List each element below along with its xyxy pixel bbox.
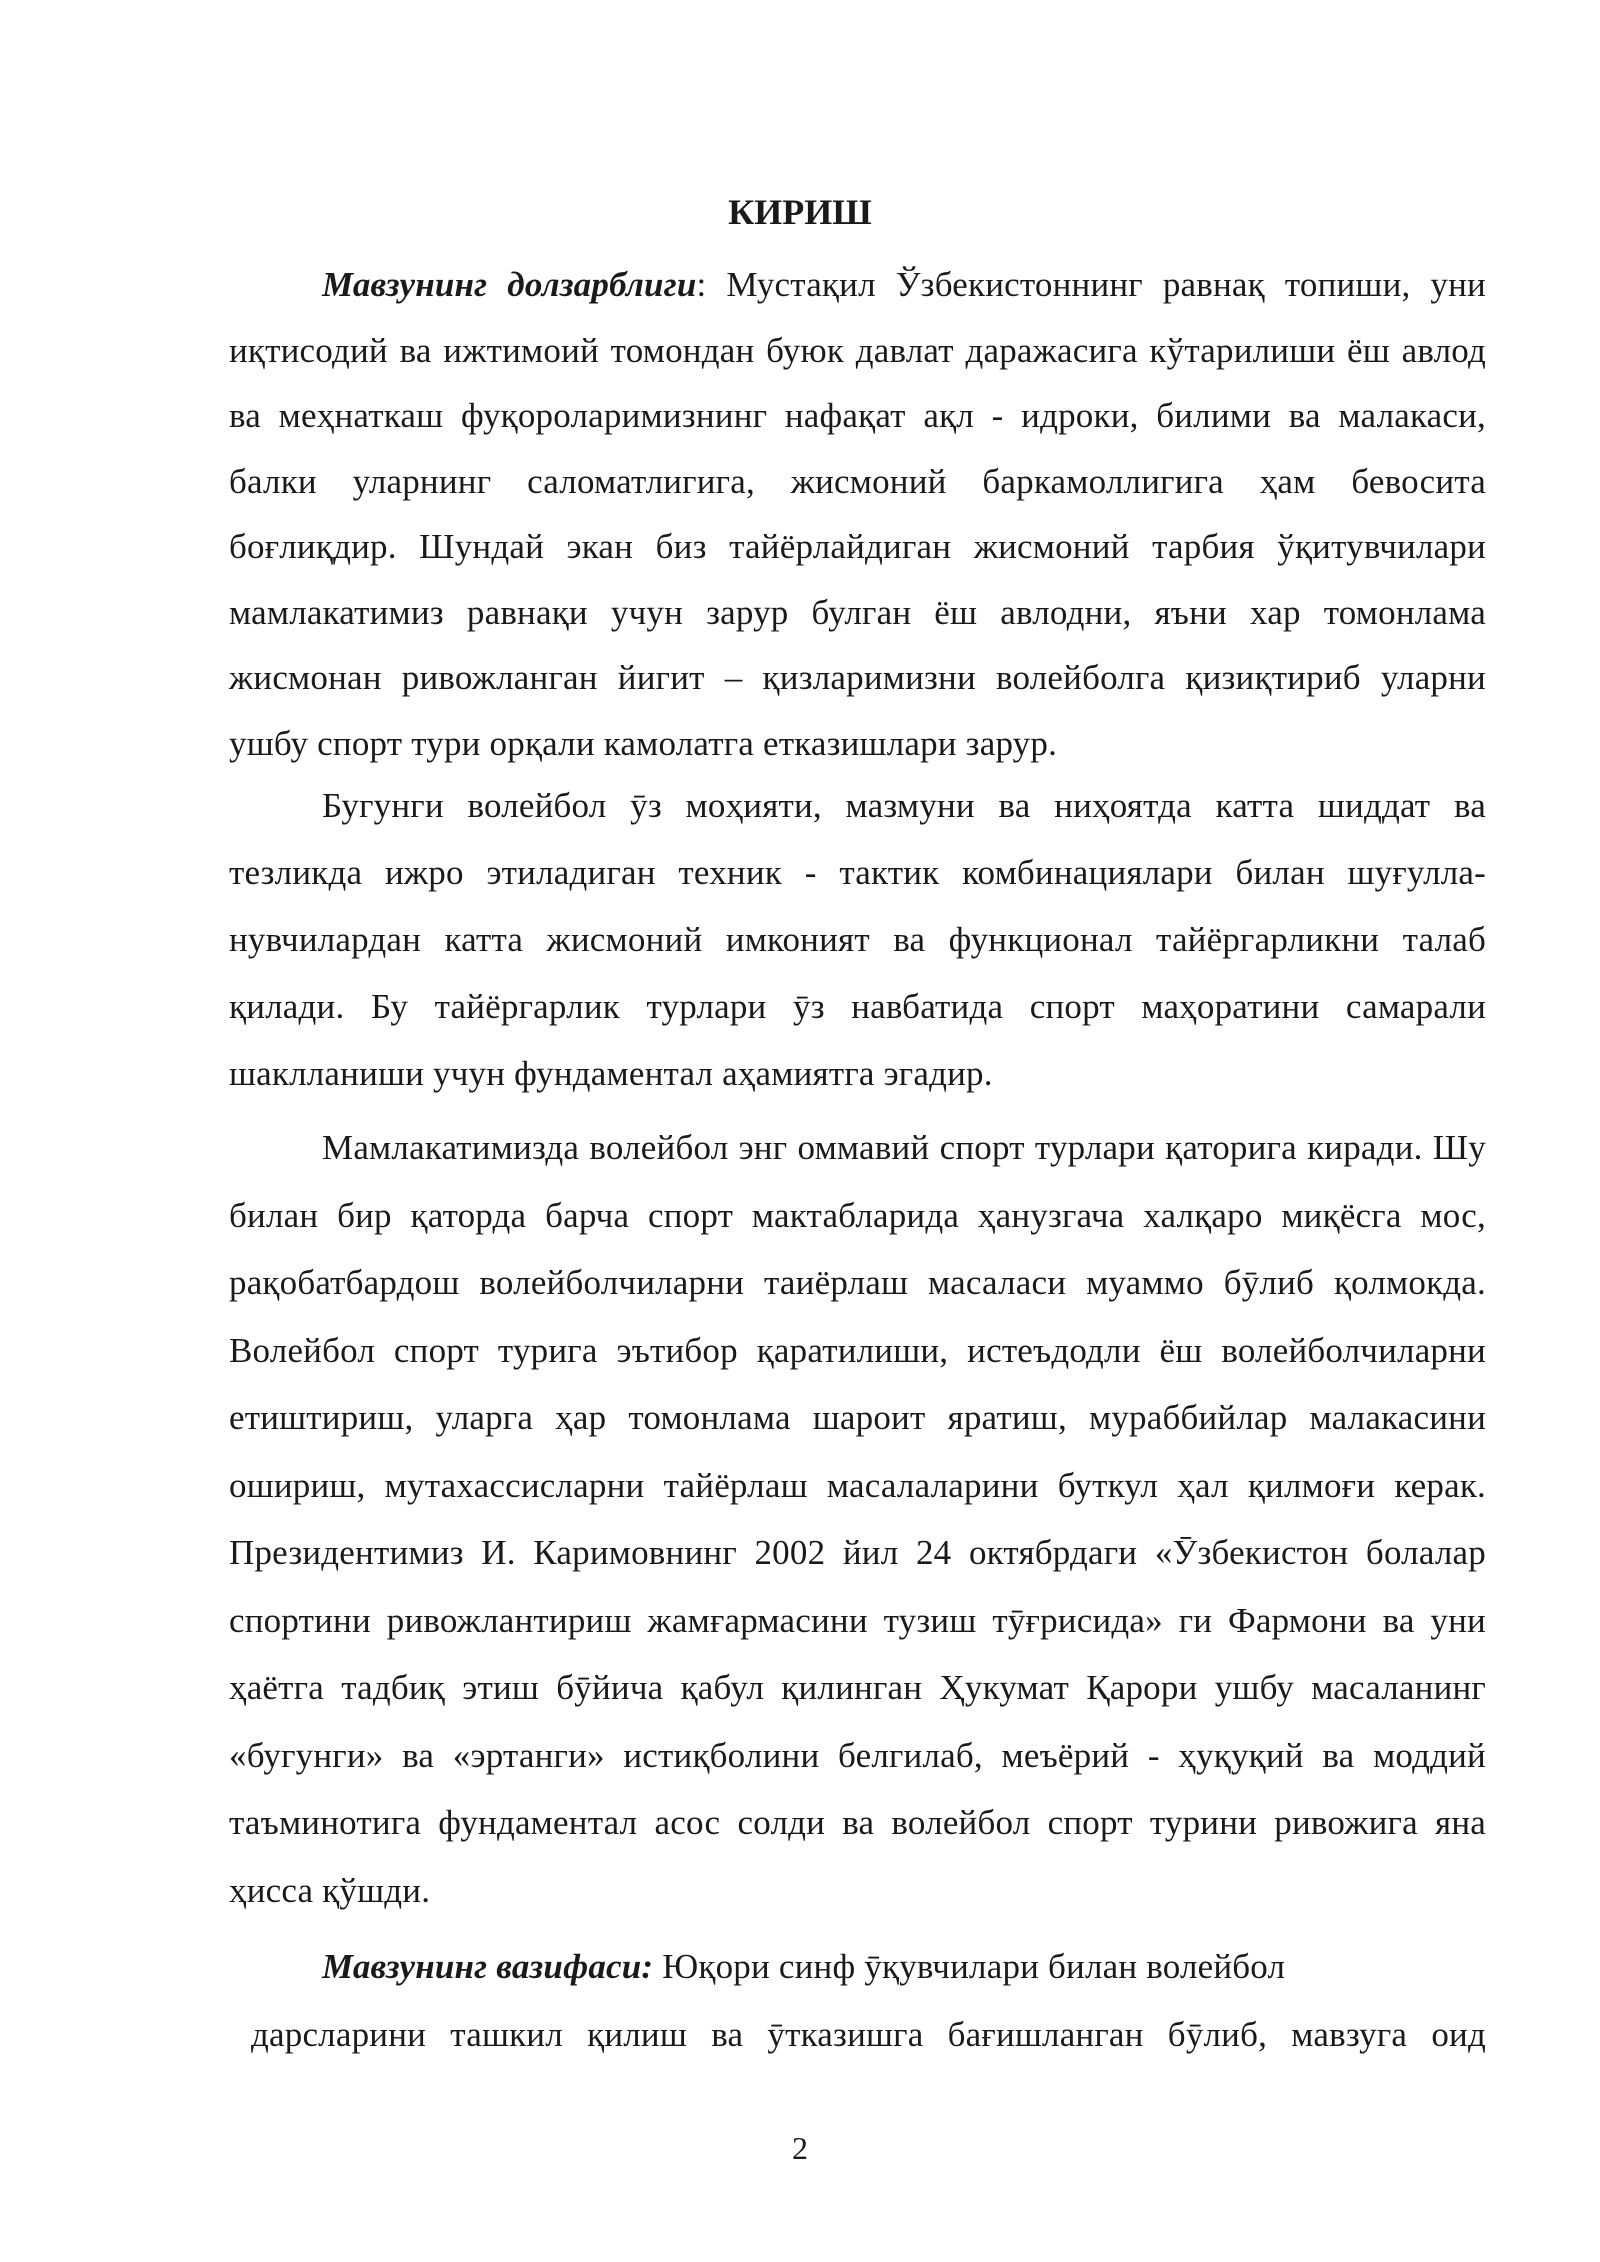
page-number: 2 <box>792 2130 808 2166</box>
paragraph-volleyball-country <box>229 1114 1486 1924</box>
paragraph-text: Мамлакатимизда волейбол энг оммавий спорт турлари қаторига киради. Шу билан бир қаторда барча спорт мактабларида ҳанузгача халқаро миқёсга мос, рақобатбардош волейболчиларни таиёрлаш масаласи муаммо бӯлиб қолмокда. Волейбол спорт турига эътибор қаратилиши, истеъдодли ёш волейболчиларни етиштириш, уларга ҳар томонлама шароит яратиш, мураббийлар малакасини ошириш, мутахассисларни тайёрлаш масалаларини буткул ҳал қилмоғи керак. Президентимиз И. Каримовнинг 2002 йил 24 октябрдаги «Ӯзбекистон болалар спортини ривожлантириш жамғармасини тузиш тӯғрисида» ги Фармони ва уни ҳаётга тадбиқ этиш бӯйича қабул қилинган Ҳукумат Қарори ушбу масаланинг «бугунги» ва «эртанги» истиқболини белгилаб, меъёрий - ҳуқуқий ва моддий таъминотига фундаментал асос солди ва волейбол спорт турини ривожига яна ҳисса қўшди. <box>229 1128 1486 1910</box>
heading-colon: : <box>696 265 707 304</box>
paragraph-text: Юқори синф ӯқувчилари билан волейбол <box>653 1947 1286 1986</box>
paragraph-task <box>229 1933 1486 2069</box>
paragraph-volleyball-essence <box>229 772 1486 1107</box>
page-title: КИРИШ <box>728 192 872 232</box>
section-heading-relevance: Мавзунинг долзарблиги <box>322 265 697 304</box>
section-heading-task: Мавзунинг вазифаси: <box>322 1947 654 1986</box>
paragraph-text: Мустақил Ўзбекистоннинг равнақ топиши, уни иқтисодий ва ижтимоий томондан буюк давлат даражасига кўтарилиши ёш авлод ва меҳнаткаш фуқороларимизнинг нафақат ақл - идроки, билими ва малакаси, балки уларнинг саломатлигига, жисмоний баркамоллигига ҳам бевосита боғлиқдир. Шундай экан биз тайёрлайдиган жисмоний тарбия ўқитувчилари мамлакатимиз равнақи учун зарур булган ёш авлодни, яъни хар томонлама жисмонан ривожланган йигит – қизларимизни волейболга қизиқтириб уларни ушбу спорт тури орқали камолатга етказишлари зарур. <box>229 265 1486 763</box>
paragraph-relevance <box>229 252 1486 776</box>
paragraph-text-continued: дарсларини ташкил қилиш ва ӯтказишга бағишланган бӯлиб, мавзуга оид <box>251 2015 1486 2054</box>
paragraph-text: Бугунги волейбол ӯз моҳияти, мазмуни ва ниҳоятда катта шиддат ва тезликда ижро этиладиган техник - тактик комбинациялари билан шуғулла-нувчилардан катта жисмоний имконият ва функционал тайёргарликни талаб қилади. Бу тайёргарлик турлари ӯз навбатида спорт маҳоратини самарали шаклланиши учун фундаментал аҳамиятга эгадир. <box>229 786 1486 1093</box>
